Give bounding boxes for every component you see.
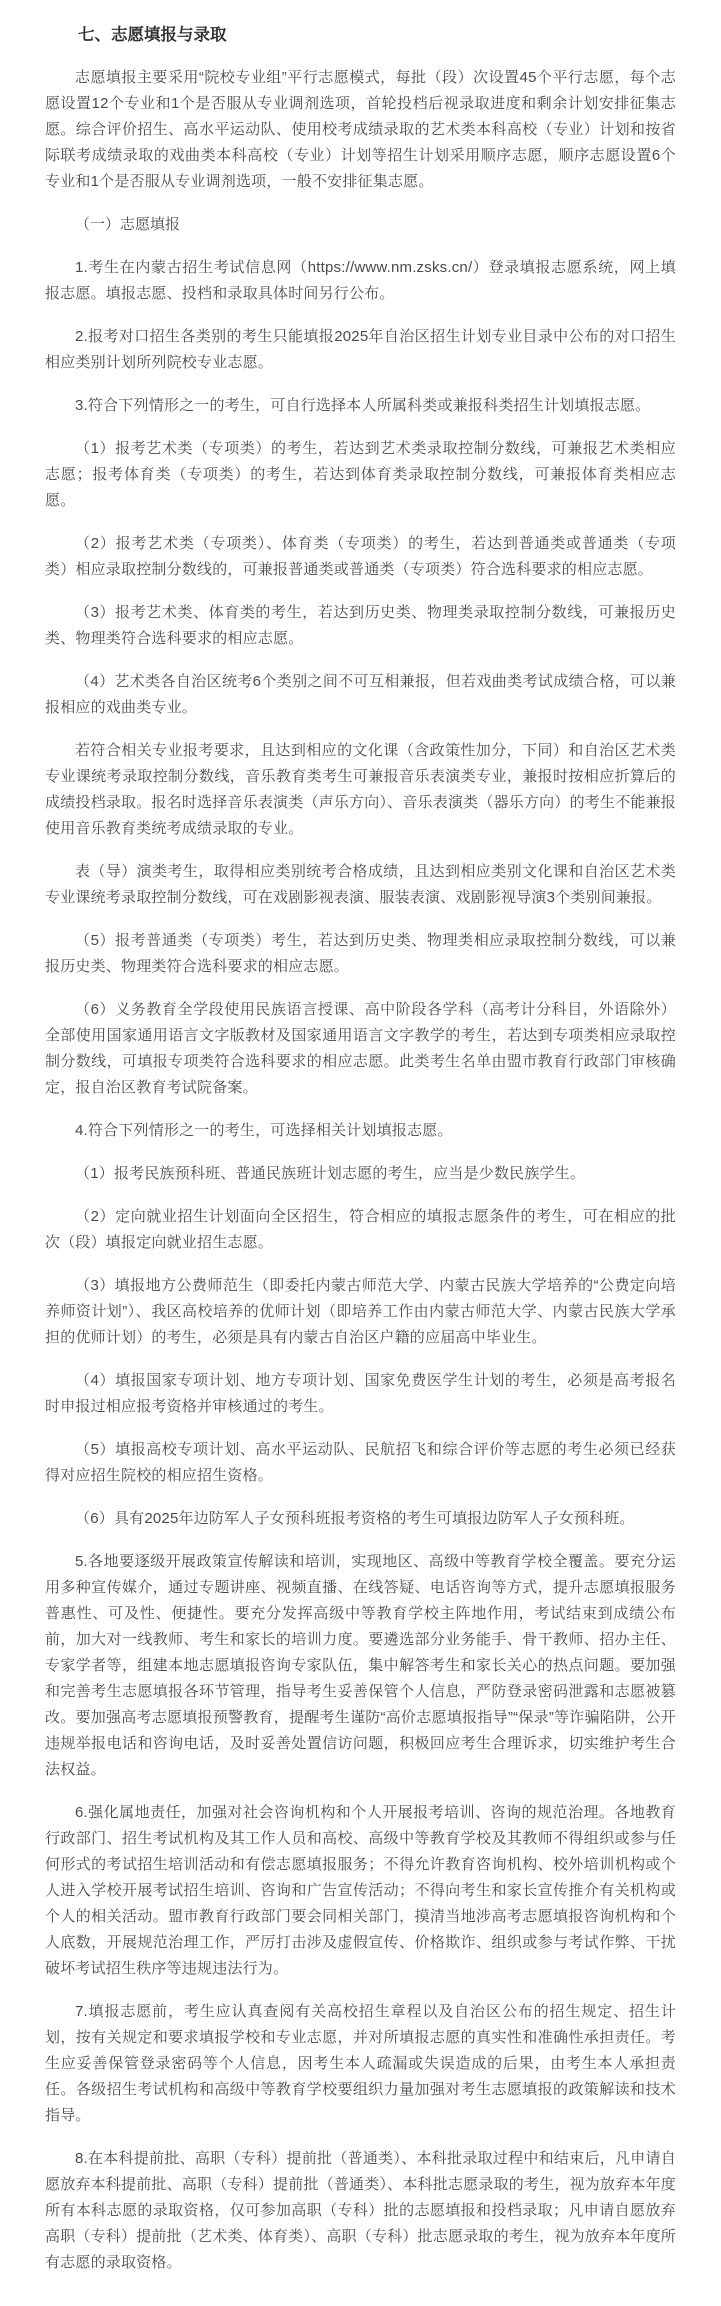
para-2: 2.报考对口招生各类别的考生只能填报2025年自治区招生计划专业目录中公布的对口招生相应类别计划所列院校专业志愿。 (45, 328, 676, 371)
para-4-item-6: （6）具有2025年边防军人子女预科班报考资格的考生可填报边防军人子女预科班。 (75, 1510, 635, 1527)
para-4: 4.符合下列情形之一的考生，可选择相关计划填报志愿。 (75, 1122, 453, 1139)
para-4-item-1: （1）报考民族预科班、普通民族班计划志愿的考生，应当是少数民族学生。 (75, 1165, 586, 1182)
para-3-item-5: （5）报考普通类（专项类）考生，若达到历史类、物理类相应录取控制分数线，可以兼报历史类、物理类符合选科要求的相应志愿。 (45, 932, 676, 975)
para-1: 1.考生在内蒙古招生考试信息网（https://www.nm.zsks.cn/）登录填报志愿系统，网上填报志愿。填报志愿、投档和录取具体时间另行公布。 (45, 259, 676, 302)
para-3: 3.符合下列情形之一的考生，可自行选择本人所属科类或兼报科类招生计划填报志愿。 (75, 397, 651, 414)
para-4-item-4: （4）填报国家专项计划、地方专项计划、国家免费医学生计划的考生，必须是高考报名时申报过相应报考资格并审核通过的考生。 (45, 1372, 676, 1415)
para-3-item-4-note-music: 若符合相关专业报考要求，且达到相应的文化课（含政策性加分，下同）和自治区艺术类专业课统考录取控制分数线，音乐教育类考生可兼报音乐表演类专业，兼报时按相应折算后的成绩投档录取。报名时选择音乐表演类（声乐方向）、音乐表演类（器乐方向）的考生不能兼报使用音乐教育类统考成绩录取的专业。 (45, 742, 676, 837)
para-3-item-4-note-performance: 表（导）演类考生，取得相应类别统考合格成绩，且达到相应类别文化课和自治区艺术类专业课统考录取控制分数线，可在戏剧影视表演、服装表演、戏剧影视导演3个类别间兼报。 (45, 863, 676, 906)
para-6: 6.强化属地责任，加强对社会咨询机构和个人开展报考培训、咨询的规范治理。各地教育行政部门、招生考试机构及其工作人员和高校、高级中等教育学校及其教师不得组织或参与任何形式的考试招生培训活动和有偿志愿填报服务；不得允许教育咨询机构、校外培训机构或个人进入学校开展考试招生培训、咨询和广告宣传活动；不得向考生和家长宣传推介有关机构或个人的相关活动。盟市教育行政部门要会同相关部门，摸清当地涉高考志愿填报咨询机构和个人底数，开展规范治理工作，严厉打击涉及虚假宣传、价格欺诈、组织或参与考试作弊、干扰破坏考试招生秩序等违规违法行为。 (45, 1804, 676, 1977)
para-5: 5.各地要逐级开展政策宣传解读和培训，实现地区、高级中等教育学校全覆盖。要充分运用多种宣传媒介，通过专题讲座、视频直播、在线答疑、电话咨询等方式，提升志愿填报服务普惠性、可及性、便捷性。要充分发挥高级中等教育学校主阵地作用，考试结束到成绩公布前，加大对一线教师、考生和家长的培训力度。要遴选部分业务能手、骨干教师、招办主任、专家学者等，组建本地志愿填报咨询专家队伍，集中解答考生和家长关心的热点问题。要加强和完善考生志愿填报各环节管理，指导考生妥善保管个人信息，严防登录密码泄露和志愿被篡改。要加强高考志愿填报预警教育，提醒考生谨防“高价志愿填报指导”“保录”等诈骗陷阱，公开违规举报电话和咨询电话，及时妥善处置信访问题，积极回应考生合理诉求，切实维护考生合法权益。 (45, 1553, 676, 1778)
para-3-item-1: （1）报考艺术类（专项类）的考生，若达到艺术类录取控制分数线，可兼报艺术类相应志愿；报考体育类（专项类）的考生，若达到体育类录取控制分数线，可兼报体育类相应志愿。 (45, 440, 676, 509)
para-3-item-2: （2）报考艺术类（专项类）、体育类（专项类）的考生，若达到普通类或普通类（专项类）相应录取控制分数线的，可兼报普通类或普通类（专项类）符合选科要求的相应志愿。 (45, 535, 676, 578)
para-4-item-5: （5）填报高校专项计划、高水平运动队、民航招飞和综合评价等志愿的考生必须已经获得对应招生院校的相应招生资格。 (45, 1441, 676, 1484)
para-8: 8.在本科提前批、高职（专科）提前批（普通类）、本科批录取过程中和结束后，凡申请自愿放弃本科提前批、高职（专科）提前批（普通类）、本科批志愿录取的考生，视为放弃本年度所有本科志愿的录取资格，仅可参加高职（专科）批的志愿填报和投档录取；凡申请自愿放弃高职（专科）提前批（艺术类、体育类）、高职（专科）批志愿录取的考生，视为放弃本年度所有志愿的录取资格。 (45, 2150, 676, 2271)
section-title: 七、志愿填报与录取 (78, 26, 227, 44)
para-4-item-3: （3）填报地方公费师范生（即委托内蒙古师范大学、内蒙古民族大学培养的“公费定向培养师资计划”）、我区高校培养的优师计划（即培养工作由内蒙古师范大学、内蒙古民族大学承担的优师计划）的考生，必须是具有内蒙古自治区户籍的应届高中毕业生。 (45, 1277, 676, 1346)
para-3-item-4: （4）艺术类各自治区统考6个类别之间不可互相兼报，但若戏曲类考试成绩合格，可以兼报相应的戏曲类专业。 (45, 673, 676, 716)
para-3-item-6: （6）义务教育全学段使用民族语言授课、高中阶段各学科（高考计分科目，外语除外）全部使用国家通用语言文字版教材及国家通用语言文字教学的考生，若达到专项类相应录取控制分数线，可填报专项类符合选科要求的相应志愿。此类考生名单由盟市教育行政部门审核确定，报自治区教育考试院备案。 (45, 1001, 676, 1096)
intro-paragraph: 志愿填报主要采用“院校专业组”平行志愿模式，每批（段）次设置45个平行志愿，每个志愿设置12个专业和1个是否服从专业调剂选项，首轮投档后视录取进度和剩余计划安排征集志愿。综合评价招生、高水平运动队、使用校考成绩录取的艺术类本科高校（专业）计划和按省际联考成绩录取的戏曲类本科高校（专业）计划等招生计划采用顺序志愿，顺序志愿设置6个专业和1个是否服从专业调剂选项，一般不安排征集志愿。 (45, 69, 676, 190)
subsection-title: （一）志愿填报 (75, 216, 181, 233)
para-4-item-2: （2）定向就业招生计划面向全区招生，符合相应的填报志愿条件的考生，可在相应的批次（段）填报定向就业招生志愿。 (45, 1208, 676, 1251)
para-3-item-3: （3）报考艺术类、体育类的考生，若达到历史类、物理类录取控制分数线，可兼报历史类、物理类符合选科要求的相应志愿。 (45, 604, 676, 647)
para-7: 7.填报志愿前，考生应认真查阅有关高校招生章程以及自治区公布的招生规定、招生计划，按有关规定和要求填报学校和专业志愿，并对所填报志愿的真实性和准确性承担责任。考生应妥善保管登录密码等个人信息，因考生本人疏漏或失误造成的后果，由考生本人承担责任。各级招生考试机构和高级中等教育学校要组织力量加强对考生志愿填报的政策解读和技术指导。 (45, 2003, 676, 2124)
